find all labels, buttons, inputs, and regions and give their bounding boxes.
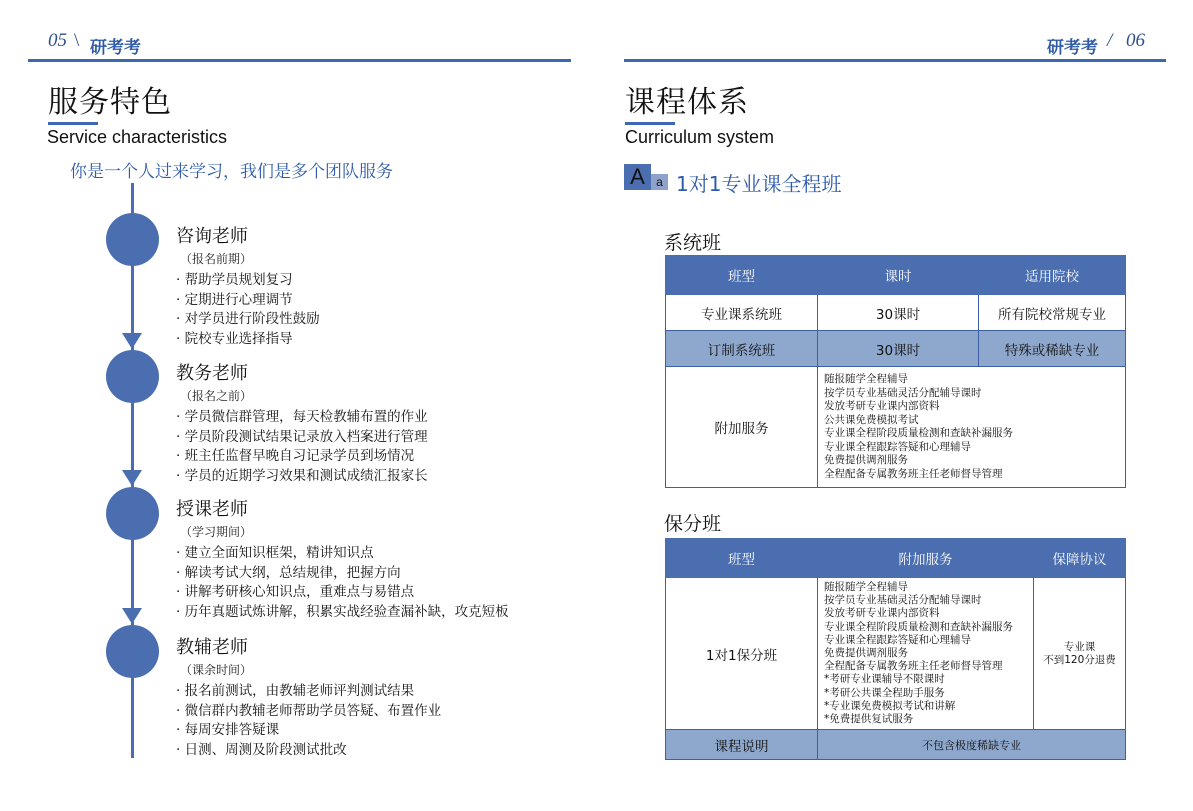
role-item: · 日测、周测及阶段测试批改 <box>176 741 441 761</box>
timeline-node-tutor <box>106 625 159 678</box>
table-header: 班型 <box>666 256 818 295</box>
slogan: 你是一个人过来学习，我们是多个团队服务 <box>70 162 393 182</box>
table-header: 适用院校 <box>979 256 1126 295</box>
arrow-down-icon <box>122 333 142 349</box>
role-tutor <box>176 633 441 760</box>
timeline-node-academic <box>106 350 159 403</box>
left-header-rule <box>28 59 571 62</box>
class-name-cell: 1对1保分班 <box>666 578 818 730</box>
table-header: 附加服务 <box>818 539 1034 578</box>
table-row <box>666 578 1126 730</box>
right-brand-logo: 研考考 <box>1047 38 1098 58</box>
right-separator: / <box>1107 30 1113 51</box>
service-item: 专业课全程阶段质量检测和查缺补漏服务 <box>824 427 1013 439</box>
timeline-node-consultant <box>106 213 159 266</box>
role-phase: （报名前期） <box>180 252 253 266</box>
service-item: *考研专业课辅导不限课时 <box>824 673 945 686</box>
table-cell: 特殊或稀缺专业 <box>979 331 1126 367</box>
role-academic <box>176 359 428 486</box>
role-consultant <box>176 222 320 349</box>
role-item: · 讲解考研核心知识点，重难点与易错点 <box>176 583 509 603</box>
service-item: 专业课全程阶段质量检测和查缺补漏服务 <box>824 620 1013 633</box>
service-item: 随报随学全程辅导 <box>824 373 908 385</box>
table-header: 班型 <box>666 539 818 578</box>
course-title: 1对1专业课全程班 <box>676 172 842 196</box>
table-cell: 订制系统班 <box>666 331 818 367</box>
note-value: 不包含极度稀缺专业 <box>818 730 1126 760</box>
left-page-title: 服务特色 <box>48 85 172 120</box>
role-name: 授课老师 <box>176 499 248 520</box>
service-item: 全程配备专属教务班主任老师督导管理 <box>824 660 1003 673</box>
table-cell: 所有院校常规专业 <box>979 295 1126 331</box>
arrow-down-icon <box>122 608 142 624</box>
extra-services-label: 附加服务 <box>666 367 818 488</box>
role-item: · 报名前测试，由教辅老师评判测试结果 <box>176 682 441 702</box>
note-label: 课程说明 <box>666 730 818 760</box>
right-page-number: 06 <box>1126 30 1145 51</box>
role-lecturer <box>176 495 509 622</box>
table-header: 课时 <box>818 256 979 295</box>
service-item: 专业课全程跟踪答疑和心理辅导 <box>824 440 971 453</box>
service-item: 专业课全程跟踪答疑和心理辅导 <box>824 633 971 646</box>
role-item: · 班主任监督早晚自习记录学员到场情况 <box>176 447 428 467</box>
service-item: 公共课免费模拟考试 <box>824 413 919 426</box>
role-item: · 定期进行心理调节 <box>176 291 320 311</box>
role-item: · 建立全面知识框架，精讲知识点 <box>176 544 509 564</box>
role-phase: （课余时间） <box>180 663 253 677</box>
role-phase: （学习期间） <box>180 525 253 539</box>
extra-services-list <box>818 367 1126 488</box>
guarantee-line: 不到120分退费 <box>1043 653 1116 666</box>
system-class-heading: 系统班 <box>664 232 722 254</box>
table-cell: 30课时 <box>818 331 979 367</box>
guarantee-line: 专业课 <box>1063 640 1096 653</box>
service-item: 按学员专业基础灵活分配辅导课时 <box>824 594 982 607</box>
table-row <box>666 367 1126 488</box>
service-item: 全程配备专属教务班主任老师督导管理 <box>824 467 1003 480</box>
table-row <box>666 730 1126 760</box>
role-item: · 对学员进行阶段性鼓励 <box>176 310 320 330</box>
role-item: · 历年真题试炼讲解，积累实战经验查漏补缺，攻克短板 <box>176 603 509 623</box>
role-item: · 帮助学员规划复习 <box>176 271 320 291</box>
left-separator: \ <box>74 30 80 51</box>
service-item: 按学员专业基础灵活分配辅导课时 <box>824 386 982 399</box>
right-title-accent <box>625 122 675 125</box>
table-header: 保障协议 <box>1034 539 1126 578</box>
aa-small-glyph: a <box>651 174 668 190</box>
service-item: *专业课免费模拟考试和讲解 <box>824 699 956 712</box>
service-item: *考研公共课全程助手服务 <box>824 686 945 699</box>
font-aa-icon <box>624 164 672 192</box>
guarantee-class-table <box>665 538 1126 760</box>
role-phase: （报名之前） <box>180 389 253 403</box>
role-item: · 每周安排答疑课 <box>176 721 441 741</box>
service-item: 免费提供调剂服务 <box>824 647 908 660</box>
guarantee-cell <box>1034 578 1126 730</box>
service-item: 免费提供调剂服务 <box>824 454 908 466</box>
right-page-subtitle: Curriculum system <box>625 127 775 147</box>
service-item: 发放考研专业课内部资料 <box>824 400 940 412</box>
service-item: 随报随学全程辅导 <box>824 581 908 593</box>
left-title-accent <box>48 122 98 125</box>
table-cell: 专业课系统班 <box>666 295 818 331</box>
right-page-title: 课程体系 <box>625 85 749 120</box>
left-page-number: 05 <box>48 30 67 51</box>
arrow-down-icon <box>122 470 142 486</box>
table-row <box>666 295 1126 331</box>
role-item: · 学员阶段测试结果记录放入档案进行管理 <box>176 428 428 448</box>
role-name: 教务老师 <box>176 363 248 384</box>
right-header-rule <box>624 59 1166 62</box>
role-item: · 学员微信群管理，每天检教辅布置的作业 <box>176 408 428 428</box>
role-item: · 解读考试大纲，总结规律，把握方向 <box>176 564 509 584</box>
table-cell: 30课时 <box>818 295 979 331</box>
role-item: · 院校专业选择指导 <box>176 330 320 350</box>
timeline-node-lecturer <box>106 487 159 540</box>
role-item: · 微信群内教辅老师帮助学员答疑、布置作业 <box>176 702 441 722</box>
service-item: *免费提供复试服务 <box>824 713 914 726</box>
guarantee-services-list <box>818 578 1034 730</box>
role-item: · 学员的近期学习效果和测试成绩汇报家长 <box>176 467 428 487</box>
role-name: 咨询老师 <box>176 226 248 247</box>
guarantee-class-heading: 保分班 <box>664 513 722 535</box>
service-item: 发放考研专业课内部资料 <box>824 607 940 620</box>
aa-big-glyph: A <box>624 164 651 190</box>
left-brand-logo: 研考考 <box>90 38 141 58</box>
table-row <box>666 331 1126 367</box>
left-page-subtitle: Service characteristics <box>47 127 228 147</box>
system-class-table <box>665 255 1126 488</box>
role-name: 教辅老师 <box>176 637 248 658</box>
